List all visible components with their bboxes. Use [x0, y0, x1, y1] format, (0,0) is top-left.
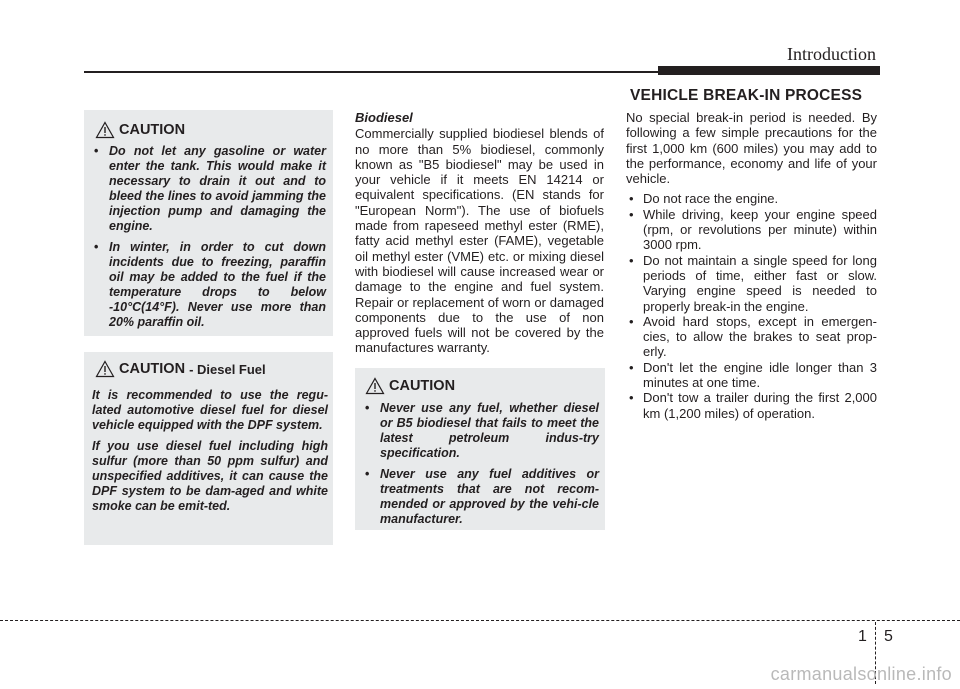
header-section-title: Introduction: [787, 44, 876, 64]
page-number: 5: [884, 628, 893, 645]
caution-item: • Never use any fuel, whether diesel or B5 biodiesel that fails to meet the latest petroleum indus-try specification.: [363, 401, 599, 461]
break-in-item: • Do not maintain a single speed for long periods of time, either fast or slow. Varying engine speed is needed to properly break-in the engine.: [626, 253, 877, 314]
break-in-section: [626, 110, 877, 421]
caution-item: • In winter, in order to cut down incidents due to freezing, paraffin oil may be added to the fuel if the temperature drops to below -10°C(14°F). Never use more than 20% paraffin oil.: [92, 240, 326, 330]
caution-title: CAUTION: [119, 122, 186, 138]
break-in-item: • Don't let the engine idle longer than 3 minutes at one time.: [626, 360, 877, 391]
break-in-item: • Do not race the engine.: [626, 191, 877, 206]
watermark: carmanualsonline.info: [770, 664, 952, 684]
warning-triangle-icon: [95, 121, 115, 139]
caution-heading: [95, 121, 185, 139]
break-in-item: • Avoid hard stops, except in emergen-cies, to allow the brakes to seat prop-erly.: [626, 314, 877, 360]
break-in-title: VEHICLE BREAK-IN PROCESS: [630, 87, 863, 104]
caution-paragraph: If you use diesel fuel including high sulfur (more than 50 ppm sulfur) and unspecified additives, it can cause the DPF system to be dam-aged and white smoke can be emit-ted.: [92, 439, 328, 513]
biodiesel-heading: Biodiesel: [355, 110, 413, 125]
warning-triangle-icon: [95, 360, 115, 378]
caution-heading: [365, 377, 455, 395]
biodiesel-text: Commercially supplied biodiesel blends of no more than 5% biodiesel, commonly known as "B5 biodiesel" may be used in your vehicle if it meets EN 14214 or equivalent specifications. (EN stands for "European Norm"). The use of biofuels made from rapeseed methyl ester (RME), fatty acid methyl ester (FAME), vegetable oil methyl ester (VME) etc. or mixing diesel with biodiesel will cause increased wear or damage to the engine and fuel system. Repair or replacement of worn or damaged components due to the use of non approved fuels will not be covered by the manufactures warranty.: [355, 126, 604, 356]
caution-title: CAUTION: [389, 378, 456, 394]
biodiesel-section: [355, 110, 604, 356]
footer-rule: [0, 620, 960, 621]
caution-paragraph: It is recommended to use the regu-lated automotive diesel fuel for diesel vehicle equipped with the DPF system.: [92, 388, 328, 432]
chapter-number: 1: [858, 628, 867, 645]
break-in-item: • Don't tow a trailer during the first 2,000 km (1,200 miles) of operation.: [626, 390, 877, 421]
break-in-intro: No special break-in period is needed. By following a few simple precautions for the first 1,000 km (600 miles) you may add to the performance, economy and life of your vehicle.: [626, 110, 877, 187]
warning-triangle-icon: [365, 377, 385, 395]
caution-title: CAUTION: [119, 361, 186, 377]
caution-box-fuel-contamination: [84, 110, 333, 336]
caution-heading: [95, 360, 266, 378]
caution-item: • Do not let any gasoline or water enter the tank. This would make it necessary to drain it out and to bleed the lines to avoid jamming the injection pump and damaging the engine.: [92, 144, 326, 234]
caution-box-biodiesel: [355, 368, 605, 530]
break-in-item: • While driving, keep your engine speed (rpm, or revolutions per minute) within 3000 rpm.: [626, 207, 877, 253]
caution-box-diesel-fuel: [84, 352, 333, 545]
caution-subtitle: - Diesel Fuel: [189, 361, 266, 377]
header-bar: [658, 66, 880, 75]
caution-item: • Never use any fuel additives or treatments that are not recom-mended or approved by the vehi-cle manufacturer.: [363, 467, 599, 527]
